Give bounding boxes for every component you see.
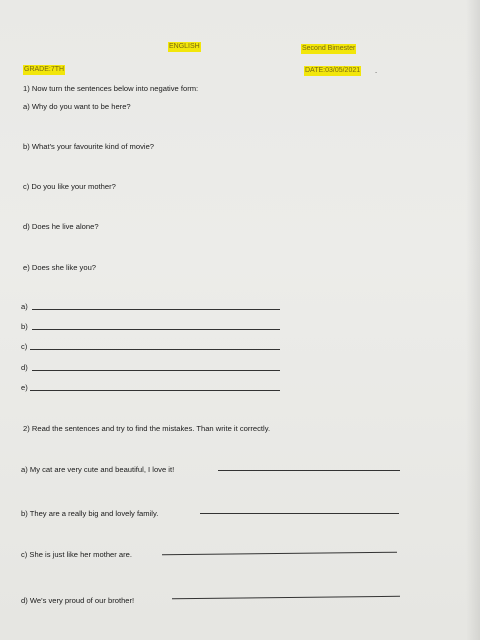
- question-d: d) Does he live alone?: [23, 222, 99, 231]
- sentence-c: c) She is just like her mother are.: [21, 550, 132, 559]
- correction-line-c[interactable]: [162, 552, 397, 555]
- correction-line-d[interactable]: [172, 596, 400, 599]
- answer-label-d: d): [21, 363, 28, 372]
- question-e: e) Does she like you?: [23, 263, 97, 272]
- answer-line-d[interactable]: [32, 370, 280, 371]
- term-label: Second Bimester: [302, 45, 356, 52]
- answer-label-a: a): [21, 302, 28, 311]
- page-shadow: [466, 0, 480, 640]
- grade-label: GRADE:7TH: [24, 66, 65, 73]
- correction-line-b[interactable]: [200, 513, 399, 514]
- sentence-d: d) We's very proud of our brother!: [21, 596, 135, 605]
- answer-line-a[interactable]: [32, 309, 280, 310]
- correction-line-a[interactable]: [218, 470, 400, 471]
- answer-label-e: e): [21, 383, 28, 392]
- date-suffix: .: [375, 66, 378, 75]
- question-c: c) Do you like your mother?: [23, 182, 116, 191]
- subject-label: ENGLISH: [169, 43, 200, 50]
- section1-instruction: 1) Now turn the sentences below into negative form:: [23, 84, 199, 93]
- sentence-b: b) They are a really big and lovely family.: [21, 509, 159, 518]
- answer-line-b[interactable]: [32, 329, 280, 330]
- answer-label-b: b): [21, 322, 28, 331]
- date-label: DATE:03/05/2021: [305, 67, 361, 74]
- answer-line-e[interactable]: [30, 390, 280, 391]
- question-b: b) What's your favourite kind of movie?: [23, 142, 155, 151]
- question-a: a) Why do you want to be here?: [23, 102, 131, 111]
- answer-label-c: c): [21, 342, 28, 351]
- sentence-a: a) My cat are very cute and beautiful, I love it!: [21, 465, 175, 474]
- answer-line-c[interactable]: [30, 349, 280, 350]
- section2-instruction: 2) Read the sentences and try to find the mistakes. Than write it correctly.: [23, 424, 271, 433]
